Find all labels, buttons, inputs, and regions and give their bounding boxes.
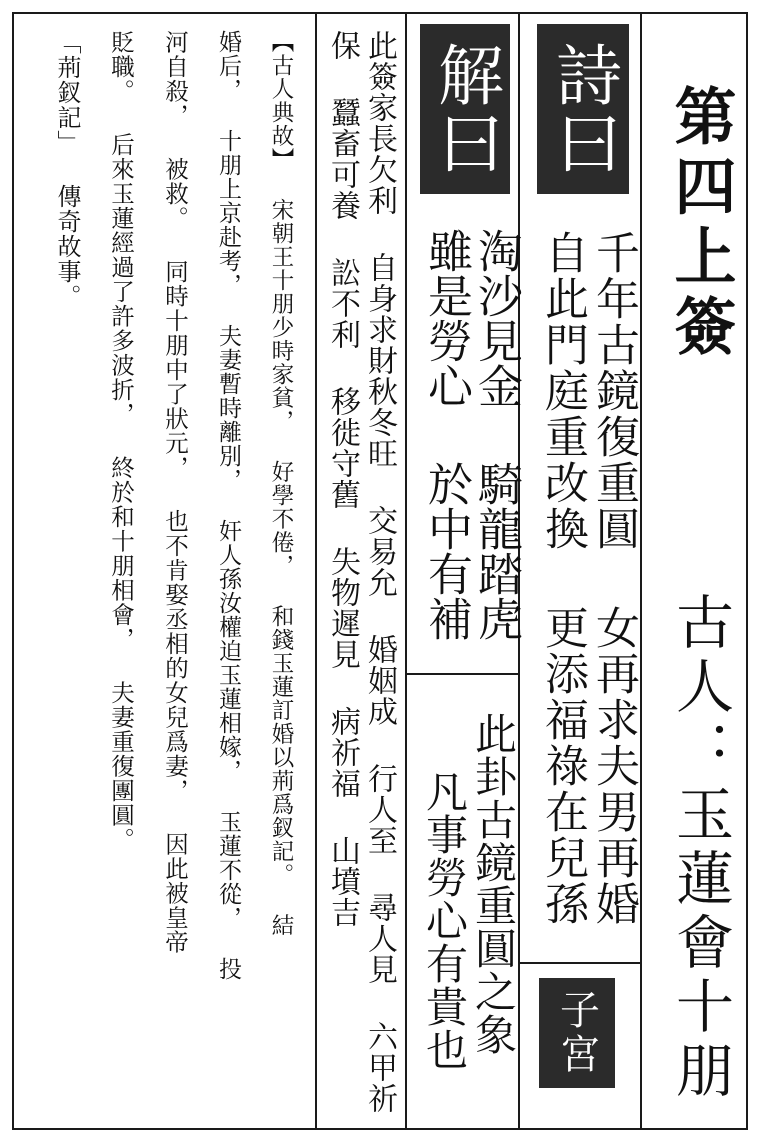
divider-palace: [518, 962, 642, 964]
fortune-line-1: 此簽家長欠利 自身求財秋冬旺 交易允 婚姻成 行人至 尋人見 六甲祈: [362, 30, 397, 1114]
story-line-5: 「荊釵記」 傳奇故事。: [53, 30, 81, 309]
story-line-1: 【古人典故】 宋朝王十朋少時家貧， 好學不倦， 和錢玉蓮訂婚以荊爲釵記。 結: [268, 30, 294, 937]
explanation-label: 解曰: [426, 41, 504, 177]
divider-fortune: [315, 12, 317, 1130]
explanation-line-1: 淘沙見金 騎龍踏虎: [470, 228, 523, 641]
poem-line-1: 千年古鏡復重圓 女再求夫男再婚: [588, 230, 639, 927]
poem-label-box: [537, 24, 629, 194]
story-line-4: 貶職。 后來玉蓮經過了許多波折， 終於和十朋相會， 夫妻重復團圓。: [107, 30, 135, 852]
lot-title: 第四上簽: [664, 84, 737, 364]
story-title: 古人：玉蓮會十朋: [666, 592, 734, 1104]
explanation-label-box: [420, 24, 510, 194]
divider-summary: [405, 673, 520, 675]
poem-line-2: 自此門庭重改換 更添福祿在兒孫: [537, 230, 588, 927]
palace-box: [539, 978, 615, 1088]
story-line-2: 婚后， 十朋上京赴考， 夫妻暫時離別， 奸人孫汝權迫玉蓮相嫁， 玉蓮不從， 投: [215, 30, 241, 981]
palace-label: 子宮: [553, 989, 600, 1077]
summary-line-2: 凡事勞心有貴也: [420, 770, 469, 1071]
summary-line-1: 此卦古鏡重圓之象: [469, 712, 518, 1056]
story-line-3: 河自殺， 被救。 同時十朋中了狀元， 也不肯娶丞相的女兒爲妻， 因此被皇帝: [161, 30, 189, 955]
poem-label: 詩曰: [544, 41, 622, 177]
explanation-line-2: 雖是勞心 於中有補: [420, 228, 473, 641]
fortune-line-2: 保 蠶畜可養 訟不利 移徙守舊 失物遲見 病祈福 山墳吉: [325, 30, 360, 928]
divider-explanation: [405, 12, 407, 1130]
